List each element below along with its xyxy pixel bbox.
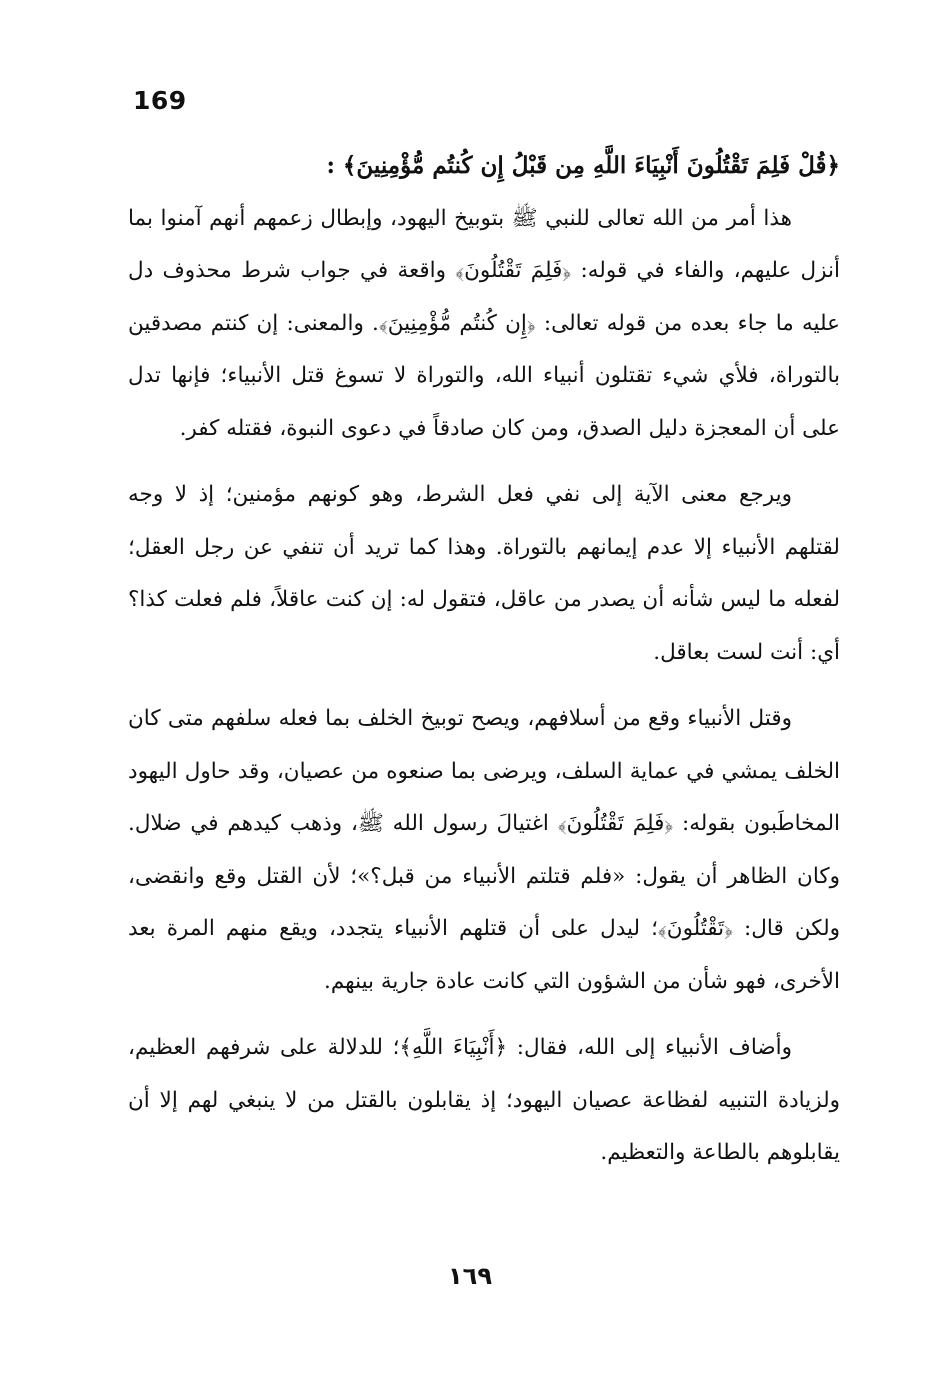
verse-heading: ﴿قُلْ فَلِمَ تَقْتُلُونَ أَنْبِيَاءَ اللَّهِ مِن قَبْلُ إِن كُنتُم مُّؤْمِنِينَ﴾ : [326,152,840,179]
page-number-top: 169 [133,86,187,115]
paragraph-3: وقتل الأنبياء وقع من أسلافهم، ويصح توبيخ الخلف بما فعله سلفهم متى كان الخلف يمشي في عماية السلف، ويرضى بما صنعوه من عصيان، وقد حاول اليهود المخاطَبون بقوله: ﴿فَلِمَ تَقْتُلُونَ﴾ اغتيالَ رسول الله ﷺ، وذهب كيدهم في ضلال. وكان الظاهر أن يقول: «فلم قتلتم الأنبياء من قبل؟»؛ لأن القتل وقع وانقضى، ولكن قال: ﴿تَقْتُلُونَ﴾؛ ليدل على أن قتلهم الأنبياء يتجدد، ويقع منهم المرة بعد الأخرى، فهو شأن من الشؤون التي كانت عادة جارية بينهم. [128,706,840,994]
page-body [128,140,840,1194]
page-number-bottom: ١٦٩ [448,1262,492,1290]
paragraph-4: وأضاف الأنبياء إلى الله، فقال: ﴿أَنْبِيَاءَ اللَّهِ﴾؛ للدلالة على شرفهم العظيم، ولزيادة التنبيه لفظاعة عصيان اليهود؛ إذ يقابلون بالقتل من لا ينبغي لهم إلا أن يقابلوهم بالطاعة والتعظيم. [128,1035,840,1165]
paragraph-2: ويرجع معنى الآية إلى نفي فعل الشرط، وهو كونهم مؤمنين؛ إذ لا وجه لقتلهم الأنبياء إلا عدم إيمانهم بالتوراة. وهذا كما تريد أن تنفي عن رجل العقل؛ لفعله ما ليس شأنه أن يصدر من عاقل، فتقول له: إن كنت عاقلاً، فلم فعلت كذا؟ أي: أنت لست بعاقل. [128,482,840,665]
paragraph-1: هذا أمر من الله تعالى للنبي ﷺ بتوبيخ اليهود، وإبطال زعمهم أنهم آمنوا بما أنزل عليهم، والفاء في قوله: ﴿فَلِمَ تَقْتُلُونَ﴾ واقعة في جواب شرط محذوف دل عليه ما جاء بعده من قوله تعالى: ﴿إِن كُنتُم مُّؤْمِنِينَ﴾. والمعنى: إن كنتم مصدقين بالتوراة، فلأي شيء تقتلون أنبياء الله، والتوراة لا تسوغ قتل الأنبياء؛ فإنها تدل على أن المعجزة دليل الصدق، ومن كان صادقاً في دعوى النبوة، فقتله كفر. [128,205,840,441]
